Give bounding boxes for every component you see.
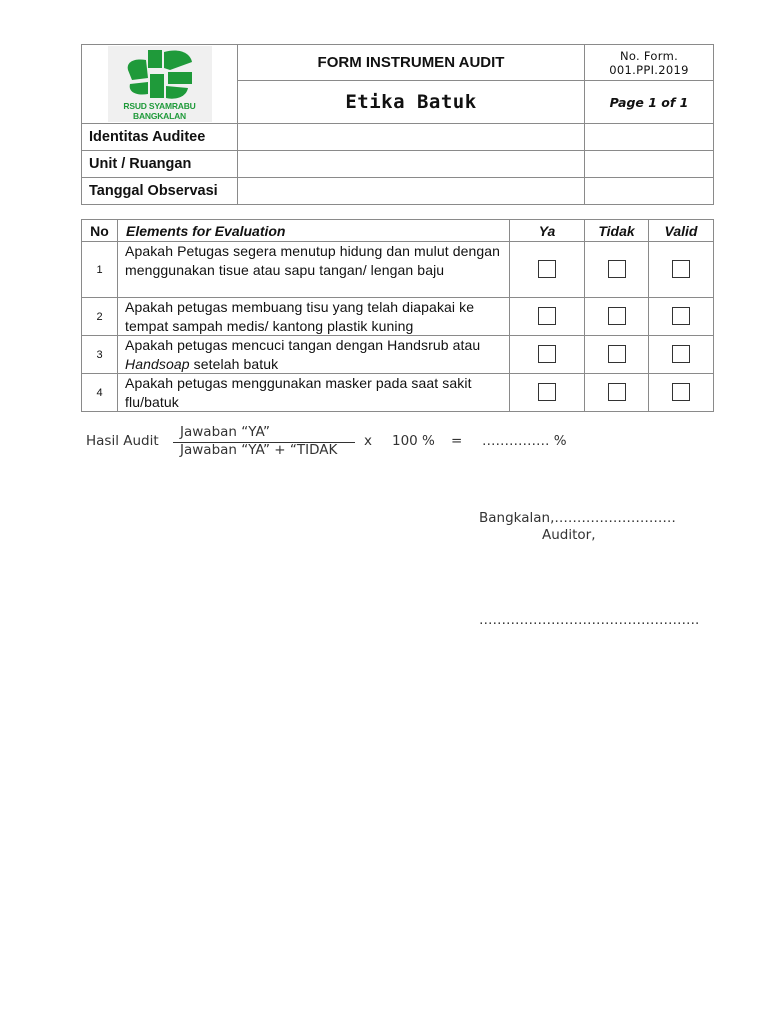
identity-extra-auditee[interactable] (585, 124, 714, 151)
identity-extra-date[interactable] (585, 178, 714, 205)
header-tidak: Tidak (585, 220, 649, 242)
signature-name-line[interactable]: …………………………………………. (479, 612, 700, 628)
table-row (82, 298, 714, 336)
formula-label: Hasil Audit (86, 433, 159, 449)
checkbox-tidak[interactable] (608, 383, 626, 401)
row-question-italic: Handsoap (125, 355, 190, 372)
identity-label-unit: Unit / Ruangan (82, 151, 238, 178)
table-row (82, 336, 714, 374)
row-number: 1 (82, 242, 118, 298)
checkbox-valid[interactable] (672, 260, 690, 278)
evaluation-header-row (82, 220, 714, 242)
row-question-part1: Apakah petugas mencuci tangan dengan Handsrub atau (125, 337, 481, 353)
logo-text-line2: BANGKALAN (133, 111, 186, 121)
checkbox-tidak[interactable] (608, 307, 626, 325)
formula-times: x (364, 433, 372, 449)
identity-label-auditee: Identitas Auditee (82, 124, 238, 151)
formula-result[interactable]: …………… % (482, 433, 567, 449)
form-header-table (81, 44, 714, 205)
table-row (82, 242, 714, 298)
checkbox-ya[interactable] (538, 345, 556, 363)
row-question: Apakah petugas membuang tisu yang telah diapakai ke tempat sampah medis/ kantong plastik kuning (118, 298, 510, 336)
identity-label-date: Tanggal Observasi (82, 178, 238, 205)
document-title: Etika Batuk (238, 81, 585, 124)
row-question-part2: setelah batuk (189, 355, 279, 372)
checkbox-ya[interactable] (538, 307, 556, 325)
row-question: Apakah Petugas segera menutup hidung dan mulut dengan menggunakan tisue atau sapu tangan/ lengan baju (118, 242, 510, 298)
identity-value-date[interactable] (238, 178, 585, 205)
form-number (585, 45, 714, 81)
form-number-label: No. Form. (619, 48, 679, 63)
header-no: No (82, 220, 118, 242)
identity-extra-unit[interactable] (585, 151, 714, 178)
formula-equals: = (451, 433, 463, 449)
logo-text-line1: RSUD SYAMRABU (123, 101, 196, 111)
formula-percent: 100 % (392, 433, 435, 449)
signature-place-date[interactable]: Bangkalan,……………………… (479, 510, 676, 526)
header-elements: Elements for Evaluation (118, 220, 510, 242)
page-indicator: Page 1 of 1 (585, 81, 714, 124)
checkbox-valid[interactable] (672, 307, 690, 325)
row-number: 2 (82, 298, 118, 336)
row-question: Apakah petugas menggunakan masker pada saat sakit flu/batuk (118, 374, 510, 412)
table-row (82, 374, 714, 412)
formula-numerator: Jawaban “YA” (180, 424, 271, 440)
checkbox-tidak[interactable] (608, 260, 626, 278)
identity-value-auditee[interactable] (238, 124, 585, 151)
checkbox-valid[interactable] (672, 383, 690, 401)
header-ya: Ya (510, 220, 585, 242)
checkbox-valid[interactable] (672, 345, 690, 363)
row-question (118, 336, 510, 374)
evaluation-table (81, 219, 714, 412)
checkbox-ya[interactable] (538, 383, 556, 401)
signature-role: Auditor, (542, 527, 596, 543)
form-title: FORM INSTRUMEN AUDIT (238, 45, 585, 81)
green-cross-logo-icon (118, 48, 202, 102)
header-valid: Valid (649, 220, 714, 242)
row-number: 4 (82, 374, 118, 412)
logo-cell (82, 45, 238, 124)
hospital-logo (108, 46, 212, 122)
formula-denominator: Jawaban “YA” + “TIDAK (180, 442, 338, 458)
identity-value-unit[interactable] (238, 151, 585, 178)
row-number: 3 (82, 336, 118, 374)
checkbox-ya[interactable] (538, 260, 556, 278)
form-number-value: 001.PPI.2019 (609, 62, 689, 77)
checkbox-tidak[interactable] (608, 345, 626, 363)
